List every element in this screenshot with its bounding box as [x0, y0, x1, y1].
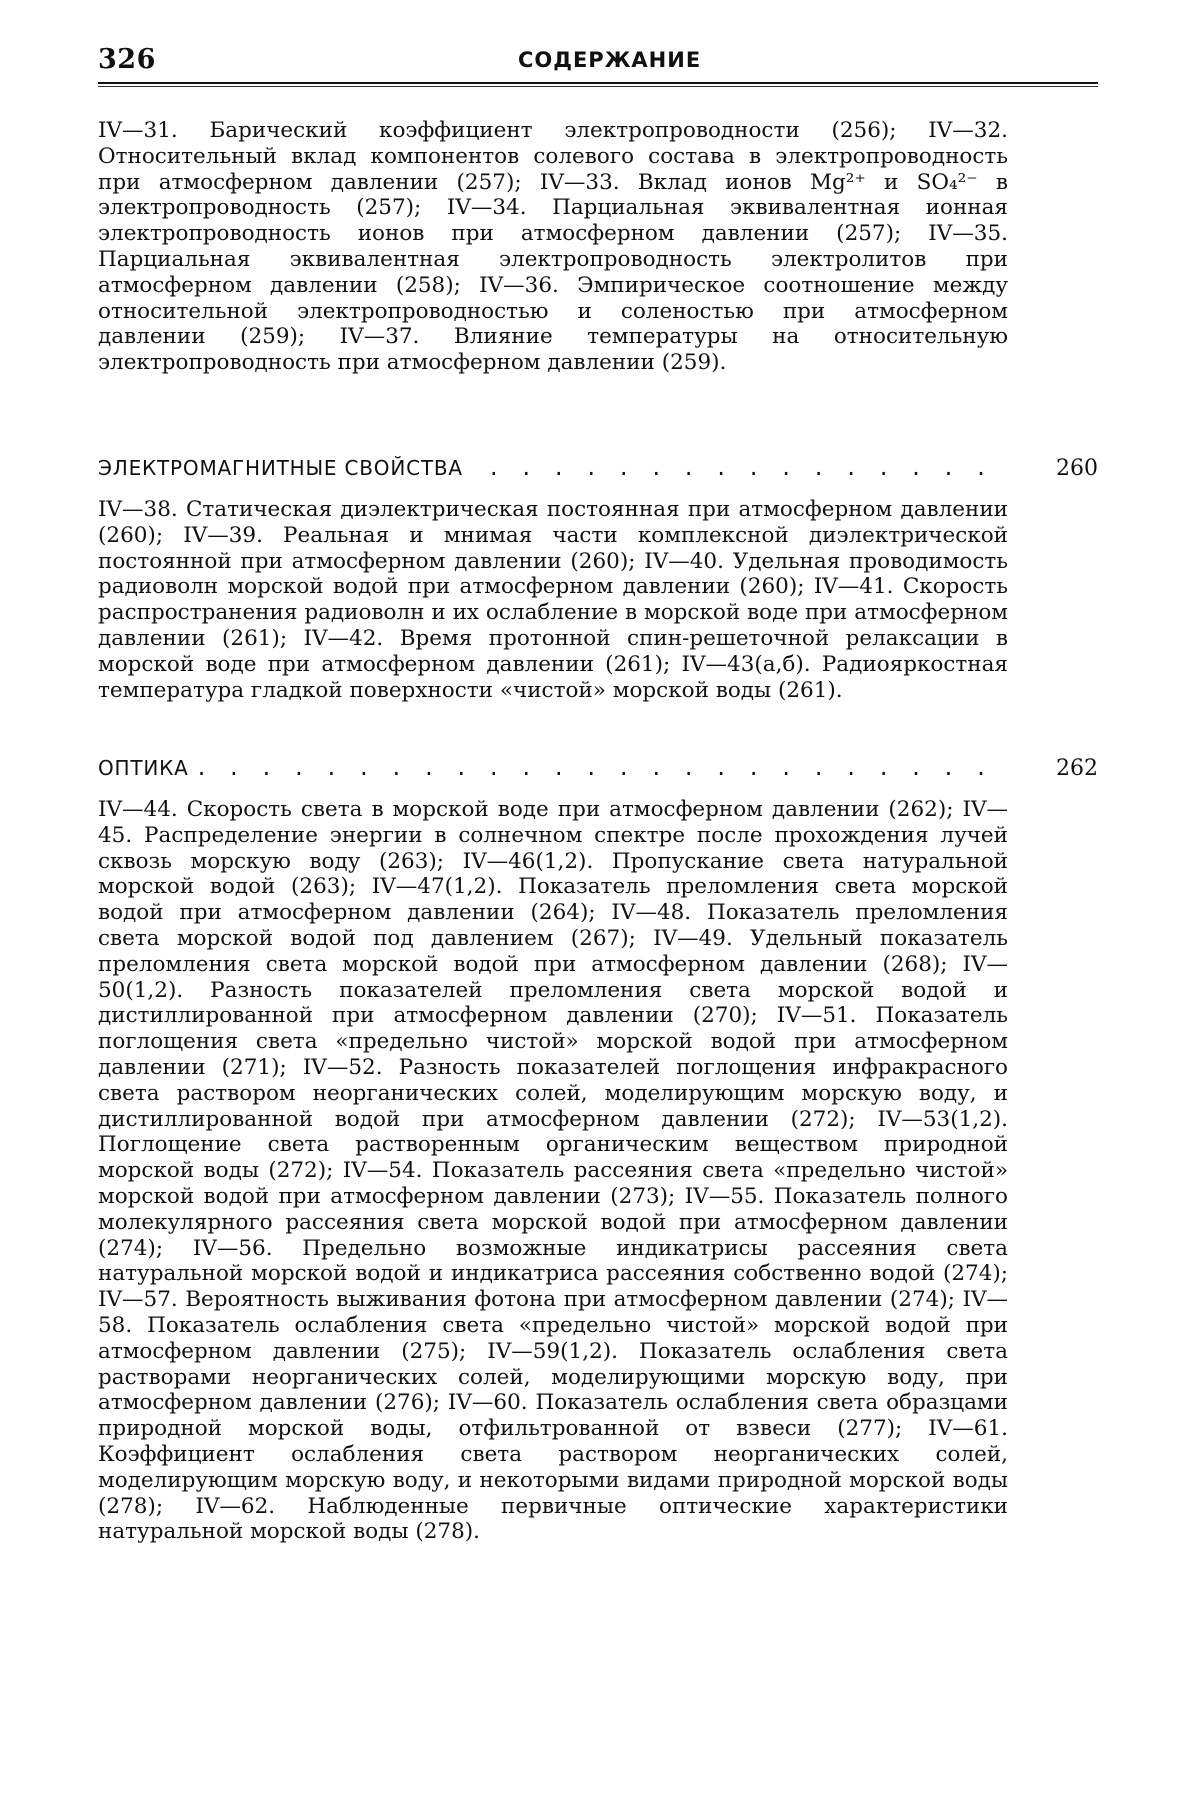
- section-page-number: 260: [1056, 456, 1098, 481]
- header-rule-thin: [98, 86, 1098, 87]
- section-entries-text: IV—44. Скорость света в морской воде при атмосферном давлении (262); IV—45. Распределение энергии в солнечном спектре после прохождения лучей сквозь морскую воду (263); IV—46(1,2). Пропускание света натуральной морской водой (263); IV—47(1,2). Показатель преломления света морской водой при атмосферном давлении (264); IV—48. Показатель преломления света морской водой под давлением (267); IV—49. Удельный показатель преломления света морской водой при атмосферном давлении (268); IV—50(1,2). Разность показателей преломления света морской водой и дистиллированной при атмосферном давлении (270); IV—51. Показатель поглощения света «предельно чистой» морской водой при атмосферном давлении (271); IV—52. Разность показателей поглощения инфракрасного света раствором неорганических солей, моделирующим морскую воду, и дистиллированной водой при атмосферном давлении (272); IV—53(1,2). Поглощение света растворенным органическим веществом природной морской воды (272); IV—54. Показатель рассеяния света «предельно чистой» морской водой при атмосферном давлении (273); IV—55. Показатель полного молекулярного рассеяния света морской водой при атмосферном давлении (274); IV—56. Предельно возможные индикатрисы рассеяния света натуральной морской водой и индикатриса рассеяния собственно водой (274); IV—57. Вероятность выживания фотона при атмосферном давлении (274); IV—58. Показатель ослабления света «предельно чистой» морской водой при атмосферном давлении (275); IV—59(1,2). Показатель ослабления света растворами неорганических солей, моделирующими морскую воду, при атмосферном давлении (276); IV—60. Показатель ослабления света образцами природной морской воды, отфильтрованной от взвеси (277); IV—61. Коэффициент ослабления света раствором неорганических солей, моделирующим морскую воду, и некоторыми видами природной морской воды (278); IV—62. Наблюденные первичные оптические характеристики натуральной морской воды (278).: [98, 797, 1008, 1545]
- page-number: 326: [98, 44, 156, 75]
- section-page-number: 262: [1056, 756, 1098, 781]
- leader-dots: . . . . . . . . . . . . . . . .: [98, 456, 1010, 480]
- section-entries-text: IV—38. Статическая диэлектрическая постоянная при атмосферном давлении (260); IV—39. Реальная и мнимая части комплексной диэлектрической постоянной при атмосферном давлении (260); IV—40. Удельная проводимость радиоволн морской водой при атмосферном давлении (260); IV—41. Скорость распространения радиоволн и их ослабление в морской воде при атмосферном давлении (261); IV—42. Время протонной спин-решеточной релаксации в морской воде при атмосферном давлении (261); IV—43(а,б). Радиояркостная температура гладкой поверхности «чистой» морской воды (261).: [98, 497, 1008, 703]
- section-heading-electromagnetic: [98, 456, 1098, 486]
- section-entries-electromagnetic: [98, 497, 1008, 703]
- continued-entries-text: IV—31. Барический коэффициент электропроводности (256); IV—32. Относительный вклад компонентов солевого состава в электропроводность при атмосферном давлении (257); IV—33. Вклад ионов Mg²⁺ и SO₄²⁻ в электропроводность (257); IV—34. Парциальная эквивалентная ионная электропроводность ионов при атмосферном давлении (257); IV—35. Парциальная эквивалентная электропроводность электролитов при атмосферном давлении (258); IV—36. Эмпирическое соотношение между относительной электропроводностью и соленостью при атмосферном давлении (259); IV—37. Влияние температуры на относительную электропроводность при атмосферном давлении (259).: [98, 118, 1008, 376]
- section-entries-optics: [98, 797, 1008, 1545]
- header-rule: [98, 82, 1098, 84]
- section-title: ЭЛЕКТРОМАГНИТНЫЕ СВОЙСТВА: [98, 456, 469, 480]
- running-title: СОДЕРЖАНИЕ: [518, 48, 701, 72]
- leader-dots: . . . . . . . . . . . . . . . . . . . . . . . . .: [98, 756, 1010, 780]
- book-page: [0, 0, 1200, 1793]
- section-title: ОПТИКА: [98, 756, 195, 780]
- continued-entries: [98, 118, 1008, 376]
- section-heading-optics: [98, 756, 1098, 786]
